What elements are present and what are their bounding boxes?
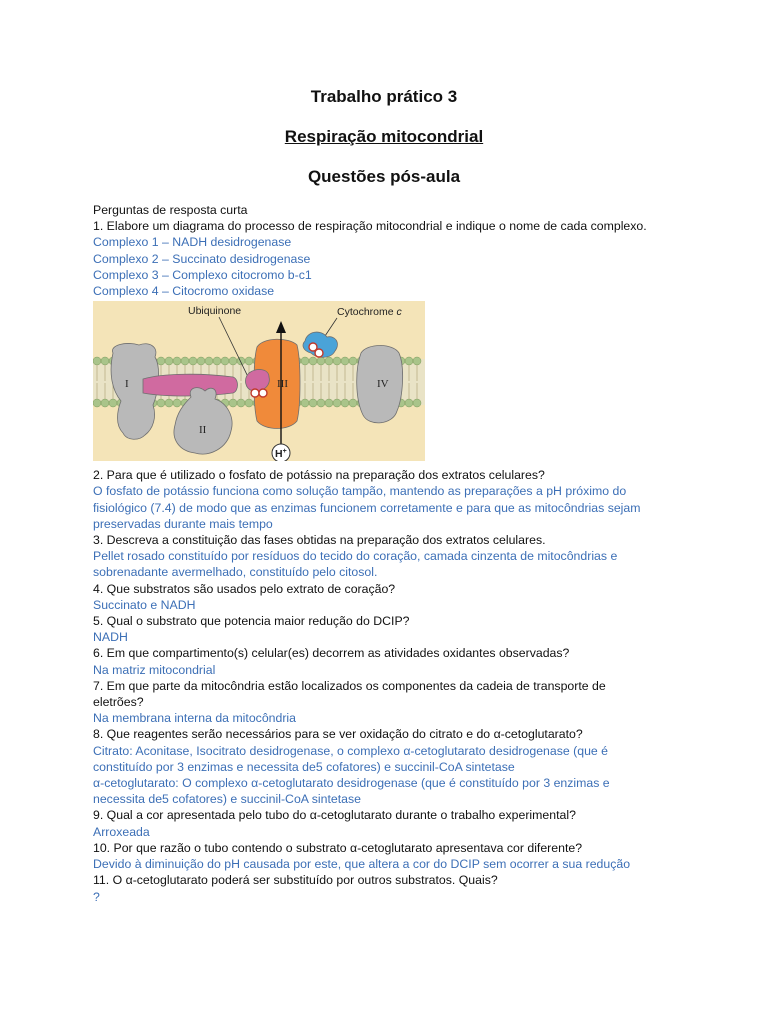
- lipid-head: [213, 357, 221, 365]
- answer-3-line: Pellet rosado constituído por resíduos do tecido do coração, camada cinzenta de mitocôndrias e: [93, 549, 618, 564]
- respiratory-chain-diagram: [93, 301, 425, 461]
- complex-iii-heme: [246, 370, 270, 392]
- question-10-line: 10. Por que razão o tubo contendo o substrato α-cetoglutarato apresentava cor diferente?: [93, 840, 583, 855]
- lipid-head: [245, 357, 253, 365]
- question-7-line: eletrões?: [93, 695, 144, 710]
- lipid-head: [325, 399, 333, 407]
- question-4-line: 4. Que substratos são usados pelo extrato de coração?: [93, 581, 396, 596]
- answer-10-line: Devido à diminuição do pH causada por este, que altera a cor do DCIP sem ocorrer a sua redução: [93, 857, 631, 872]
- lipid-head: [173, 357, 181, 365]
- complex-iii-label: III: [277, 378, 288, 391]
- lipid-head: [341, 357, 349, 365]
- question-8-line: 8. Que reagentes serão necessários para se ver oxidação do citrato e do α-cetoglutarato?: [93, 727, 583, 742]
- complex-ii-label: II: [199, 424, 207, 437]
- lipid-head: [101, 399, 109, 407]
- proton-label: H+: [275, 448, 287, 461]
- lipid-head: [349, 399, 357, 407]
- answer-2-line: O fosfato de potássio funciona como solução tampão, mantendo as preparações a pH próximo do: [93, 484, 627, 499]
- question-7-line: 7. Em que parte da mitocôndria estão localizados os componentes da cadeia de transporte de: [93, 678, 606, 693]
- complex-iv-label: IV: [377, 378, 389, 391]
- question-1: 1. Elabore um diagrama do processo de respiração mitocondrial e indique o nome de cada complexo.: [93, 219, 647, 234]
- lipid-head: [309, 399, 317, 407]
- lipid-head: [317, 399, 325, 407]
- document-subtitle: Respiração mitocondrial: [284, 127, 484, 146]
- lipid-head: [221, 357, 229, 365]
- worksheet-content: [93, 202, 693, 905]
- cytochrome-c-label: Cytochrome c: [337, 306, 402, 319]
- lipid-head: [413, 357, 421, 365]
- heme-ring: [315, 349, 323, 357]
- lipid-head: [333, 357, 341, 365]
- question-5-line: 5. Qual o substrato que potencia maior redução do DCIP?: [93, 614, 410, 629]
- lipid-head: [405, 399, 413, 407]
- answer-1-line: Complexo 4 – Citocromo oxidase: [93, 284, 275, 299]
- respiratory-chain-figure: [93, 301, 425, 461]
- answer-2-line: fisiológico (7.4) de modo que as enzimas funcionem corretamente e para que as mitocôndrias sejam: [93, 500, 641, 515]
- lipid-head: [229, 357, 237, 365]
- lipid-head: [165, 357, 173, 365]
- lipid-head: [245, 399, 253, 407]
- ubiquinone-label: Ubiquinone: [188, 305, 242, 318]
- lipid-head: [229, 399, 237, 407]
- answer-9-line: Arroxeada: [93, 824, 150, 839]
- lipid-head: [325, 357, 333, 365]
- lipid-head: [309, 357, 317, 365]
- lipid-head: [237, 357, 245, 365]
- answer-11-line: ?: [93, 889, 100, 904]
- lipid-head: [189, 357, 197, 365]
- lipid-head: [93, 357, 101, 365]
- lipid-head: [349, 357, 357, 365]
- complex-i-label: I: [125, 378, 129, 391]
- lipid-head: [109, 399, 117, 407]
- answer-2-line: preservadas durante mais tempo: [93, 516, 273, 531]
- intro-heading: Perguntas de resposta curta: [93, 203, 248, 217]
- answer-4-line: Succinato e NADH: [93, 597, 196, 612]
- question-2-line: 2. Para que é utilizado o fosfato de potássio na preparação dos extratos celulares?: [93, 468, 545, 483]
- answer-5-line: NADH: [93, 630, 128, 645]
- answer-8-line: Citrato: Aconitase, Isocitrato desidrogenase, o complexo α-cetoglutarato desidrogenase (que é: [93, 743, 608, 758]
- heme-ring: [259, 389, 267, 397]
- lipid-head: [205, 357, 213, 365]
- lipid-head: [165, 399, 173, 407]
- lipid-head: [333, 399, 341, 407]
- answer-7-line: Na membrana interna da mitocôndria: [93, 711, 297, 726]
- answer-3-line: sobrenadante avermelhado, constituído pelo citosol.: [93, 565, 378, 580]
- answer-6-line: Na matriz mitocondrial: [93, 662, 216, 677]
- lipid-head: [413, 399, 421, 407]
- lipid-head: [197, 357, 205, 365]
- lipid-head: [317, 357, 325, 365]
- question-3-line: 3. Descreva a constituição das fases obtidas na preparação dos extratos celulares.: [93, 533, 546, 548]
- lipid-head: [237, 399, 245, 407]
- question-11-line: 11. O α-cetoglutarato poderá ser substituído por outros substratos. Quais?: [93, 873, 498, 888]
- question-9-line: 9. Qual a cor apresentada pelo tubo do α-cetoglutarato durante o trabalho experimental?: [93, 808, 576, 823]
- answer-8-line: constituído por 3 enzimas e necessita de5 cofatores) e succinil-CoA sintetase: [93, 759, 515, 774]
- lipid-head: [157, 399, 165, 407]
- answer-8-line: α-cetoglutarato: O complexo α-cetoglutarato desidrogenase (que é constituído por 3 enzimas e: [93, 776, 610, 791]
- heme-ring: [251, 389, 259, 397]
- lipid-head: [173, 399, 181, 407]
- question-answer-list: [93, 467, 693, 904]
- section-title: Questões pós-aula: [307, 167, 461, 186]
- answer-8-line: necessita de5 cofatores) e succinil-CoA sintetase: [93, 792, 361, 807]
- lipid-head: [93, 399, 101, 407]
- lipid-head: [405, 357, 413, 365]
- document-title: Trabalho prático 3: [310, 87, 458, 106]
- lipid-head: [157, 357, 165, 365]
- lipid-head: [301, 357, 309, 365]
- question-6-line: 6. Em que compartimento(s) celular(es) decorrem as atividades oxidantes observadas?: [93, 646, 570, 661]
- lipid-head: [181, 357, 189, 365]
- answer-1-line: Complexo 2 – Succinato desidrogenase: [93, 251, 311, 266]
- answer-1-line: Complexo 3 – Complexo citocromo b-c1: [93, 267, 312, 282]
- lipid-head: [301, 399, 309, 407]
- lipid-head: [101, 357, 109, 365]
- lipid-head: [341, 399, 349, 407]
- answer-1-line: Complexo 1 – NADH desidrogenase: [93, 235, 292, 250]
